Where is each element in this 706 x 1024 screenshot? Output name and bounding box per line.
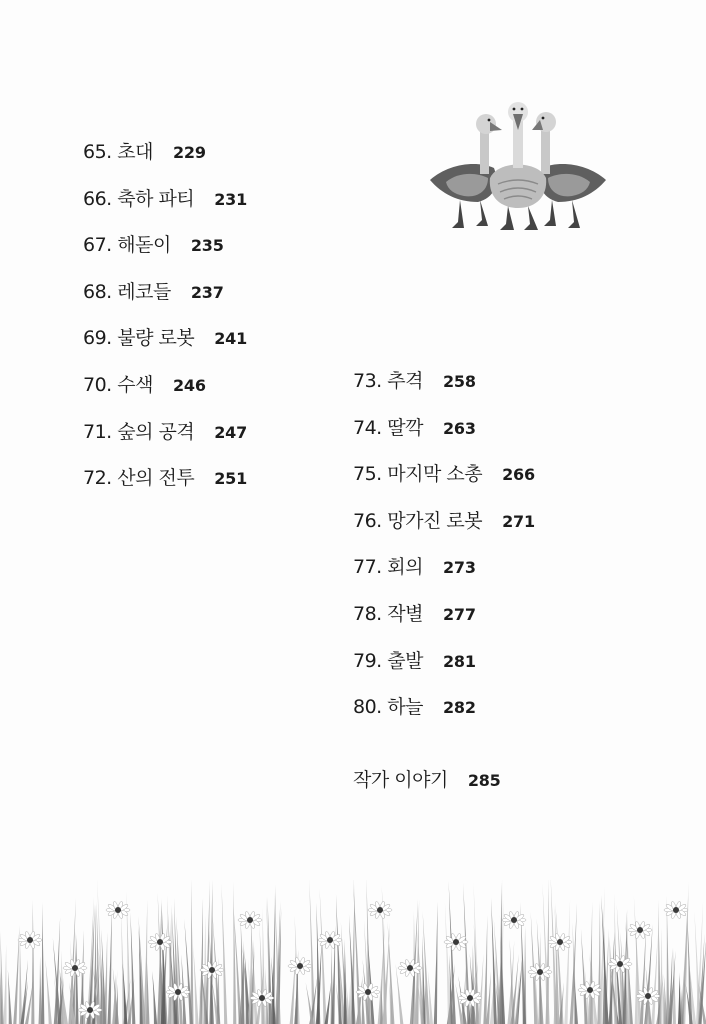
toc-entry[interactable] [353, 459, 535, 506]
page-number: 237 [190, 282, 224, 302]
goose-left [430, 114, 502, 228]
page-number: 235 [190, 236, 224, 256]
grass-blade [41, 902, 44, 1024]
chapter-title: 68. 레코들 [83, 280, 171, 303]
grass-blade [233, 882, 236, 1024]
toc-entry[interactable] [83, 417, 247, 464]
toc-entry-afterword[interactable] [353, 765, 501, 792]
page-number: 231 [214, 189, 248, 209]
chapter-title: 76. 망가진 로봇 [353, 509, 483, 532]
chapter-title: 72. 산의 전투 [83, 467, 195, 490]
daisy-flower [502, 911, 526, 929]
chapter-title: 71. 숲의 공격 [83, 420, 195, 443]
page-number: 229 [172, 143, 206, 162]
goose-right [532, 112, 606, 228]
grass-blade [38, 956, 41, 1024]
page-number: 258 [442, 372, 476, 391]
page-number: 271 [502, 511, 535, 531]
toc-entry[interactable] [353, 599, 535, 646]
afterword-title: 작가 이야기 [353, 769, 448, 791]
page-number: 251 [214, 469, 248, 489]
page-number: 277 [442, 604, 476, 624]
toc-entry[interactable] [83, 137, 247, 184]
chapter-title: 73. 추격 [353, 370, 423, 392]
grass-and-flowers-illustration [0, 880, 706, 1024]
toc-entry[interactable] [353, 506, 535, 553]
daisy-flower [664, 901, 688, 919]
page-number: 282 [442, 698, 476, 718]
toc-right-column [353, 366, 535, 739]
toc-entry[interactable] [353, 413, 535, 460]
page-number: 273 [442, 558, 476, 578]
page-number: 246 [172, 375, 206, 395]
chapter-title: 80. 하늘 [353, 696, 423, 719]
toc-entry[interactable] [83, 463, 247, 510]
grass-blade [0, 931, 3, 1024]
grass-blade [31, 900, 34, 1024]
chapter-title: 79. 출발 [353, 649, 423, 672]
page-number: 247 [214, 422, 248, 442]
chapter-title: 74. 딸깍 [353, 416, 423, 439]
grass-blade [221, 883, 227, 1024]
daisy-flower [628, 921, 652, 939]
grass-blade [167, 895, 174, 1024]
toc-entry[interactable] [83, 184, 247, 231]
page-number: 241 [214, 329, 248, 349]
toc-entry[interactable] [83, 230, 247, 277]
daisy-flower [238, 911, 262, 929]
grass-blade [320, 889, 327, 1024]
page-number: 266 [502, 465, 535, 485]
chapter-title: 65. 초대 [83, 141, 153, 163]
daisy-flower [368, 901, 392, 919]
grass-blade [152, 971, 157, 1024]
grass-blade [651, 935, 658, 1024]
toc-left-column [83, 137, 247, 510]
toc-entry[interactable] [353, 552, 535, 599]
page-number: 281 [442, 651, 476, 671]
grass-blade [483, 915, 487, 1024]
daisy-flower [18, 931, 42, 949]
grass-blade [434, 902, 438, 1024]
toc-entry[interactable] [353, 692, 535, 739]
grass-blade [640, 925, 646, 1024]
grass-blade [107, 906, 111, 1024]
daisy-flower [444, 933, 468, 951]
grass-blade [330, 944, 333, 1024]
grass-blade [45, 960, 51, 1024]
chapter-title: 69. 불량 로봇 [83, 327, 195, 350]
grass-blade [388, 922, 395, 1024]
chapter-title: 78. 작별 [353, 602, 423, 625]
grass-blade [678, 972, 681, 1024]
chapter-title: 70. 수색 [83, 373, 153, 396]
geese-illustration [428, 98, 608, 236]
toc-entry[interactable] [83, 277, 247, 324]
grass-blade [564, 900, 570, 1024]
toc-entry[interactable] [353, 366, 535, 413]
grass-blade [581, 929, 588, 1024]
grass-blade [336, 894, 342, 1024]
daisy-flower [106, 901, 130, 919]
grass-blade [190, 880, 193, 1024]
page-number: 285 [467, 771, 501, 790]
grass-blades [0, 880, 706, 1024]
toc-entry[interactable] [83, 323, 247, 370]
grass-blade [193, 946, 198, 1024]
page-number: 263 [442, 418, 476, 438]
toc-entry[interactable] [353, 646, 535, 693]
toc-entry[interactable] [83, 370, 247, 417]
grass-blade [3, 944, 6, 1024]
grass-blade [8, 970, 12, 1024]
chapter-title: 66. 축하 파티 [83, 187, 195, 210]
chapter-title: 67. 해돋이 [83, 234, 171, 257]
chapter-title: 77. 회의 [353, 556, 423, 579]
daisy-flower [288, 957, 312, 975]
chapter-title: 75. 마지막 소총 [353, 463, 483, 486]
